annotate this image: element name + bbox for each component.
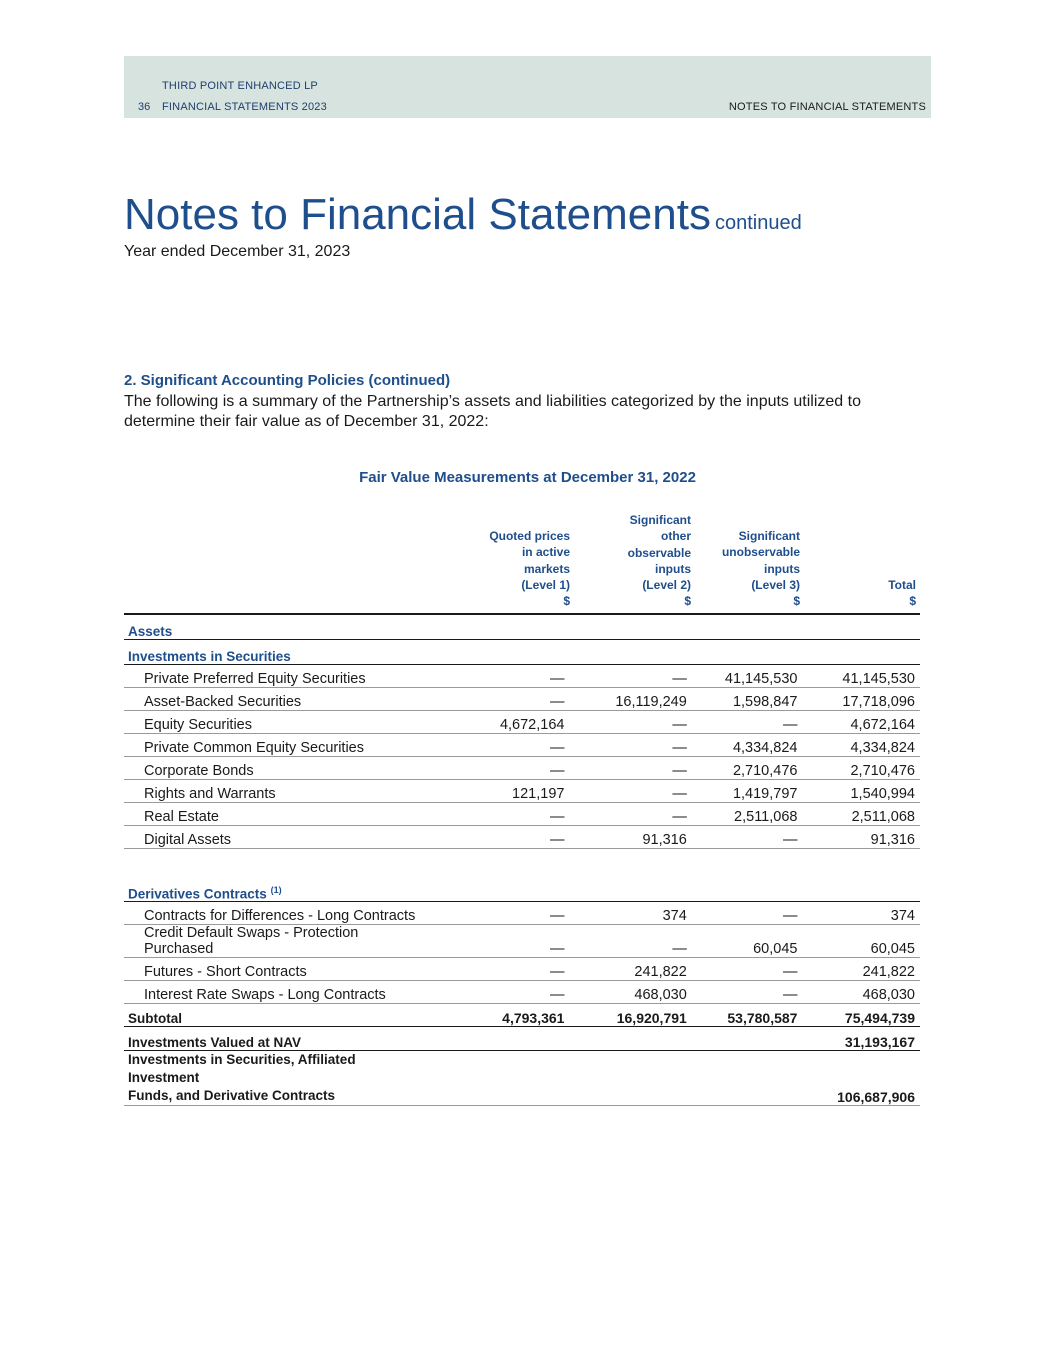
assets-section-row [124, 614, 920, 640]
row-level3: 2,710,476 [692, 757, 803, 780]
row-total: 41,145,530 [802, 665, 920, 688]
row-level1: — [426, 803, 570, 826]
row-level2: — [569, 734, 691, 757]
row-level1: 4,672,164 [426, 711, 570, 734]
row-label: Interest Rate Swaps - Long Contracts [124, 981, 426, 1004]
row-level3: 41,145,530 [692, 665, 803, 688]
row-label: Corporate Bonds [124, 757, 426, 780]
row-level3: — [692, 902, 803, 925]
row-total: 2,511,068 [802, 803, 920, 826]
row-level1: — [426, 826, 570, 849]
table-row [124, 757, 920, 780]
page-header [124, 56, 931, 118]
page-title [124, 190, 802, 240]
row-level3: 2,511,068 [692, 803, 803, 826]
row-level1: — [426, 734, 570, 757]
row-label: Digital Assets [124, 826, 426, 849]
column-header-level3: Significant unobservable inputs (Level 3) $ [721, 529, 800, 609]
row-label: Credit Default Swaps - Protection Purchased [124, 925, 426, 958]
assets-label: Assets [124, 614, 920, 640]
subtotal-level3: 53,780,587 [692, 1004, 803, 1027]
grand-total-label-line1: Investments in Securities, Affiliated Investment [128, 1052, 356, 1085]
table-row [124, 711, 920, 734]
row-level2: 91,316 [569, 826, 691, 849]
header-company: THIRD POINT ENHANCED LP [162, 80, 318, 92]
row-level3: 1,598,847 [692, 688, 803, 711]
row-level2: 241,822 [569, 958, 691, 981]
row-total: 468,030 [802, 981, 920, 1004]
nav-row [124, 1027, 920, 1051]
row-level3: — [692, 981, 803, 1004]
row-total: 2,710,476 [802, 757, 920, 780]
row-level2: 16,119,249 [569, 688, 691, 711]
subtotal-level2: 16,920,791 [569, 1004, 691, 1027]
header-page-number: 36 [138, 101, 151, 113]
subtotal-label: Subtotal [124, 1004, 426, 1027]
page-title-text: Notes to Financial Statements [124, 190, 711, 239]
subtotal-row [124, 1004, 920, 1027]
subtotal-total: 75,494,739 [802, 1004, 920, 1027]
derivatives-rows [124, 902, 920, 1004]
row-level1: — [426, 981, 570, 1004]
page-subtitle: Year ended December 31, 2023 [124, 243, 351, 260]
row-level2: 468,030 [569, 981, 691, 1004]
row-label: Rights and Warrants [124, 780, 426, 803]
row-label: Private Common Equity Securities [124, 734, 426, 757]
table-row [124, 803, 920, 826]
row-label: Real Estate [124, 803, 426, 826]
row-level1: — [426, 925, 570, 958]
table-row [124, 780, 920, 803]
grand-total-value: 106,687,906 [837, 1089, 915, 1105]
row-level3: — [692, 826, 803, 849]
row-label: Contracts for Differences - Long Contracts [124, 902, 426, 925]
nav-label: Investments Valued at NAV [124, 1027, 426, 1051]
row-level2: — [569, 757, 691, 780]
row-level2: 374 [569, 902, 691, 925]
grand-total-label-line2: Funds, and Derivative Contracts [128, 1088, 336, 1103]
row-level3: — [692, 711, 803, 734]
row-total: 241,822 [802, 958, 920, 981]
row-level1: — [426, 688, 570, 711]
column-header-level2: Significant other observable inputs (Level 2) $ [627, 513, 691, 609]
investments-rows [124, 665, 920, 849]
subtotal-level1: 4,793,361 [426, 1004, 570, 1027]
section-heading: 2. Significant Accounting Policies (continued) [124, 372, 451, 389]
column-header-total: Total $ [888, 578, 916, 609]
row-total: 91,316 [802, 826, 920, 849]
row-level1: — [426, 665, 570, 688]
row-total: 4,334,824 [802, 734, 920, 757]
row-level3: — [692, 958, 803, 981]
derivatives-footnote: (1) [270, 884, 282, 895]
investments-label: Investments in Securities [124, 640, 920, 665]
row-level1: — [426, 902, 570, 925]
row-level1: — [426, 757, 570, 780]
table-row [124, 958, 920, 981]
row-total: 1,540,994 [802, 780, 920, 803]
row-level2: — [569, 665, 691, 688]
row-level2: — [569, 925, 691, 958]
column-header-level1: Quoted prices in active markets (Level 1) $ [489, 529, 570, 609]
table-row [124, 981, 920, 1004]
fair-value-table [124, 613, 920, 1106]
row-label: Equity Securities [124, 711, 426, 734]
derivatives-section-row [124, 877, 920, 902]
row-level2: — [569, 803, 691, 826]
table-row [124, 665, 920, 688]
header-document: FINANCIAL STATEMENTS 2023 [162, 101, 327, 113]
row-label: Private Preferred Equity Securities [124, 665, 426, 688]
table-row [124, 734, 920, 757]
grand-total-row [124, 1051, 920, 1106]
nav-total: 31,193,167 [802, 1027, 920, 1051]
row-total: 4,672,164 [802, 711, 920, 734]
row-level3: 1,419,797 [692, 780, 803, 803]
table-title: Fair Value Measurements at December 31, 2022 [359, 469, 696, 486]
investments-section-row [124, 640, 920, 665]
table-row [124, 925, 920, 958]
page-title-suffix: continued [714, 212, 802, 234]
row-total: 17,718,096 [802, 688, 920, 711]
table-row [124, 688, 920, 711]
table-row [124, 902, 920, 925]
row-level3: 4,334,824 [692, 734, 803, 757]
header-section: NOTES TO FINANCIAL STATEMENTS [728, 101, 926, 113]
row-level2: — [569, 780, 691, 803]
row-label: Asset-Backed Securities [124, 688, 426, 711]
spacer-row [124, 849, 920, 878]
row-total: 374 [802, 902, 920, 925]
table-row [124, 826, 920, 849]
intro-paragraph: The following is a summary of the Partnership’s assets and liabilities categorized by the inputs utilized to determine their fair value as of December 31, 2022: [124, 393, 861, 430]
derivatives-label: Derivatives Contracts [128, 886, 267, 901]
row-total: 60,045 [802, 925, 920, 958]
row-level1: — [426, 958, 570, 981]
row-label: Futures - Short Contracts [124, 958, 426, 981]
row-level3: 60,045 [692, 925, 803, 958]
row-level1: 121,197 [426, 780, 570, 803]
row-level2: — [569, 711, 691, 734]
